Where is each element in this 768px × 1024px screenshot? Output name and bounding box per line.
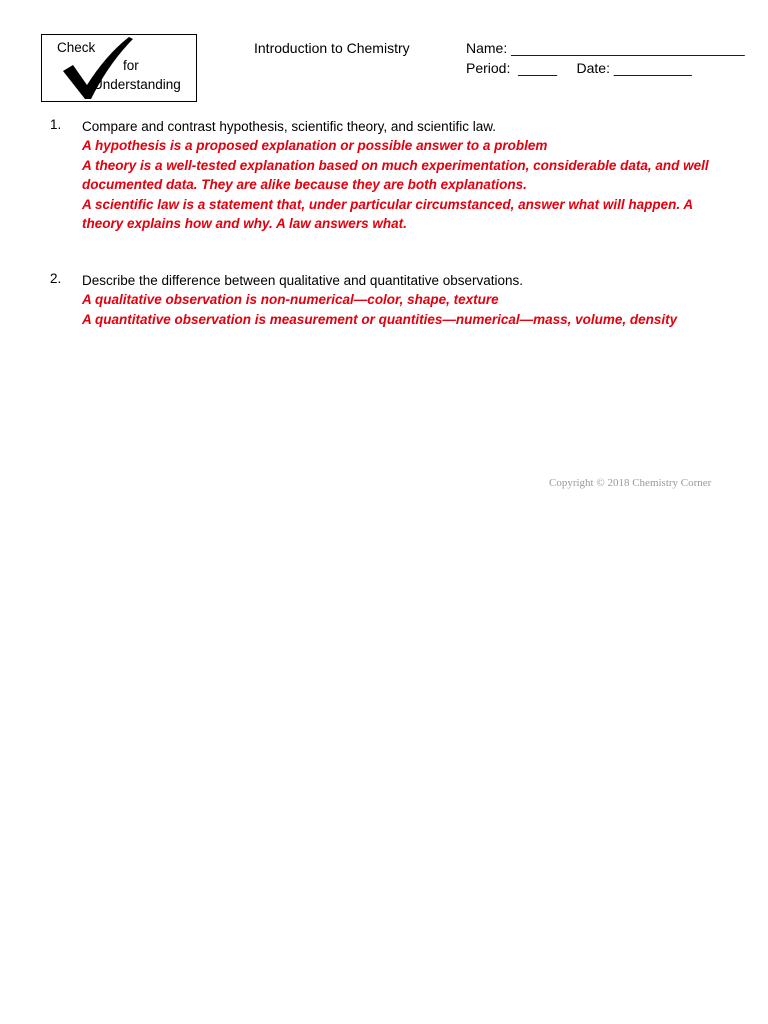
question-number: 2. (50, 271, 62, 286)
document-title: Introduction to Chemistry (254, 40, 410, 56)
period-date-field: Period: _____ Date: __________ (466, 60, 692, 76)
answer-line: A qualitative observation is non-numerical—color, shape, texture (82, 292, 499, 308)
answer-line: A hypothesis is a proposed explanation or possible answer to a problem (82, 138, 548, 154)
question-prompt: Describe the difference between qualitative and quantitative observations. (82, 273, 524, 288)
logo-word-understanding: Understanding (93, 77, 181, 92)
logo-word-check: Check (57, 40, 96, 55)
question-prompt: Compare and contrast hypothesis, scientific theory, and scientific law. (82, 119, 496, 134)
answer-line: A scientific law is a statement that, under particular circumstanced, answer what will happen. A theory explains how and why. A law answers what. (82, 196, 693, 232)
logo-word-for: for (123, 58, 139, 73)
name-field: Name: ______________________________ (466, 40, 745, 56)
answer-line: A quantitative observation is measurement or quantities—numerical—mass, volume, density (82, 311, 678, 327)
copyright-notice: Copyright © 2018 Chemistry Corner (549, 477, 712, 489)
answer-line: A theory is a well-tested explanation based on much experimentation, considerable data, and well documented data. They are alike because they are both explanations. (82, 157, 709, 193)
check-for-understanding-logo (41, 34, 197, 102)
question-number: 1. (50, 117, 62, 132)
